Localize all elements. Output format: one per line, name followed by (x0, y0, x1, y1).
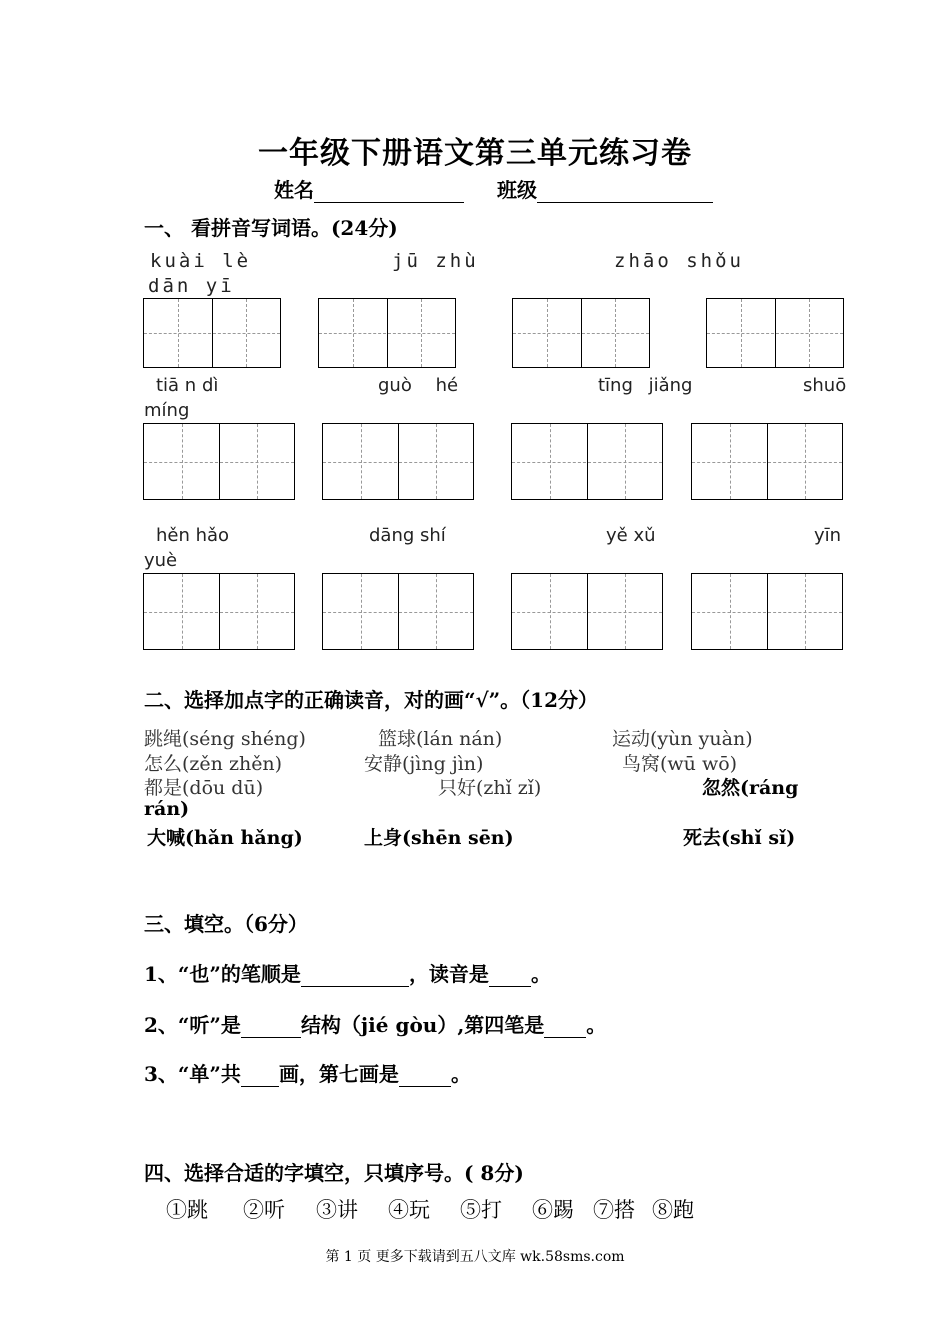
q1-part-a: 1、“也”的笔顺是 (144, 962, 301, 986)
q1-blank-stroke-order[interactable] (301, 966, 409, 987)
writing-grid[interactable] (143, 298, 281, 368)
class-label: 班级 (497, 178, 537, 202)
q1-blank-reading[interactable] (489, 966, 531, 987)
writing-grid[interactable] (691, 573, 843, 650)
char-choice: ⑧跑 (652, 1198, 694, 1222)
pinyin-1-3: zhāo shǒu (614, 250, 744, 272)
reading-option[interactable]: 鸟窝(wū wō) (622, 753, 738, 775)
q3-part-b: 画，第七画是 (278, 1062, 399, 1086)
class-blank[interactable] (537, 182, 713, 203)
section4-heading: 四、选择合适的字填空，只填序号。( 8分) (144, 1161, 524, 1185)
pinyin-2-3: tīng jiǎng (598, 375, 693, 396)
q2-blank-fourth-stroke[interactable] (544, 1017, 586, 1038)
pinyin-1-1: kuài lè (150, 250, 252, 272)
q1-part-c: 。 (530, 962, 551, 986)
q1-part-b: ，读音是 (408, 962, 489, 986)
reading-option[interactable]: 只好(zhǐ zǐ) (438, 777, 542, 799)
q2-part-a: 2、“听”是 (144, 1013, 241, 1037)
char-choice: ②听 (243, 1198, 285, 1222)
writing-grid[interactable] (512, 298, 650, 368)
pinyin-2-5: míng (144, 400, 190, 421)
section1-heading: 一、 看拼音写词语。(24分) (144, 216, 398, 240)
section3-heading: 三、填空。（6分） (144, 912, 308, 936)
reading-option[interactable]: 死去(shǐ sǐ) (683, 827, 796, 849)
q2-part-b: 结构（jié gòu）,第四笔是 (300, 1013, 545, 1037)
class-field[interactable] (497, 174, 713, 203)
section2-heading: 二、选择加点字的正确读音，对的画“√”。（12分） (144, 688, 598, 712)
q3-part-c: 。 (450, 1062, 471, 1086)
pinyin-1-4: dān yī (148, 275, 235, 297)
writing-grid[interactable] (706, 298, 844, 368)
fill-question-2 (144, 1009, 606, 1038)
writing-grid[interactable] (691, 423, 843, 500)
reading-option[interactable]: 忽然(ráng (702, 777, 799, 799)
writing-grid[interactable] (318, 298, 456, 368)
reading-option-continued: rán) (144, 798, 190, 820)
writing-grid[interactable] (511, 573, 663, 650)
q2-part-c: 。 (586, 1013, 607, 1037)
name-label: 姓名 (274, 178, 314, 202)
fill-question-3 (144, 1058, 471, 1087)
pinyin-3-3: yě xǔ (606, 525, 656, 546)
page-footer: 第 1 页 更多下载请到五八文库 wk.58sms.com (325, 1249, 625, 1265)
pinyin-3-4: yīn (814, 525, 842, 546)
pinyin-1-2: jū zhù (392, 250, 479, 272)
reading-option[interactable]: 怎么(zěn zhěn) (144, 753, 283, 775)
char-choice: ①跳 (166, 1198, 208, 1222)
char-choice: ⑤打 (460, 1198, 502, 1222)
q3-blank-seventh-stroke[interactable] (399, 1066, 451, 1087)
writing-grid[interactable] (511, 423, 663, 500)
reading-option[interactable]: 安静(jìng jìn) (364, 753, 484, 775)
writing-grid[interactable] (322, 573, 474, 650)
pinyin-3-1: hěn hǎo (156, 525, 230, 546)
q3-blank-stroke-count[interactable] (241, 1066, 279, 1087)
char-choice: ③讲 (316, 1198, 358, 1222)
char-choice: ④玩 (388, 1198, 430, 1222)
q3-part-a: 3、“单”共 (144, 1062, 241, 1086)
name-blank[interactable] (314, 182, 464, 203)
name-field[interactable] (274, 174, 464, 203)
reading-option[interactable]: 运动(yùn yuàn) (612, 728, 753, 750)
q2-blank-structure[interactable] (241, 1017, 301, 1038)
reading-option[interactable]: 都是(dōu dū) (144, 777, 264, 799)
reading-option[interactable]: 篮球(lán nán) (378, 728, 503, 750)
fill-question-1 (144, 958, 551, 987)
pinyin-2-4: shuō (803, 375, 847, 396)
pinyin-3-2: dāng shí (369, 525, 446, 546)
pinyin-3-5: yuè (144, 550, 178, 571)
writing-grid[interactable] (143, 573, 295, 650)
pinyin-2-2: guò hé (378, 375, 459, 396)
writing-grid[interactable] (322, 423, 474, 500)
reading-option[interactable]: 跳绳(séng shéng) (144, 728, 306, 750)
char-choice: ⑥踢 (532, 1198, 574, 1222)
reading-option[interactable]: 大喊(hǎn hǎng) (147, 827, 303, 849)
reading-option[interactable]: 上身(shēn sēn) (364, 827, 514, 849)
page-title: 一年级下册语文第三单元练习卷 (258, 136, 692, 171)
pinyin-2-1: tiā n dì (156, 375, 219, 396)
char-choice: ⑦搭 (593, 1198, 635, 1222)
writing-grid[interactable] (143, 423, 295, 500)
